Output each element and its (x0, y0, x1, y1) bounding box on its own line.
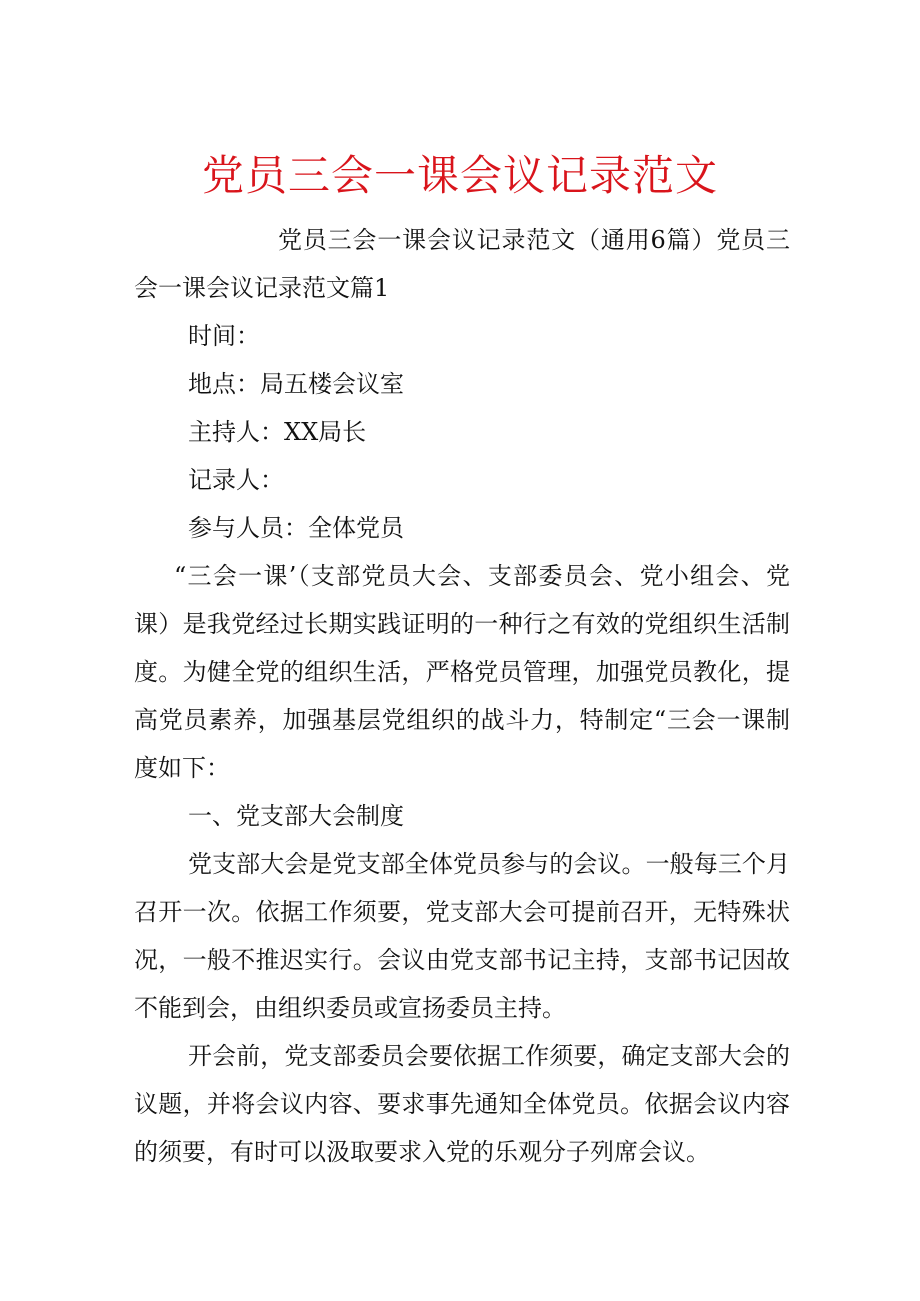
field-time: 时间： (188, 322, 260, 350)
intro-line: 党员三会一课会议记录范文（通用6篇）党员三会一课会议记录范文篇1 (134, 226, 790, 302)
paragraph-branch-meeting: 党支部大会是党支部全体党员参与的会议。一般每三个月召开一次。依据工作须要，党支部大会可提前召开，无特殊状况，一般不推迟实行。会议由党支部书记主持，支部书记因故不能到会，由组织委员或宣扬委员主持。 (134, 850, 790, 1022)
field-recorder: 记录人： (188, 466, 284, 494)
document-title: 党员三会一课会议记录范文 (201, 151, 718, 200)
field-location: 地点：局五楼会议室 (188, 370, 404, 398)
field-host: 主持人：XX局长 (188, 418, 367, 446)
field-attendees: 参与人员：全体党员 (188, 514, 404, 542)
paragraph-before-meeting: 开会前，党支部委员会要依据工作须要，确定支部大会的议题，并将会议内容、要求事先通知全体党员。依据会议内容的须要，有时可以汲取要求入党的乐观分子列席会议。 (134, 1042, 790, 1166)
document-body (134, 216, 790, 1176)
section-heading-branch-meeting: 一、党支部大会制度 (188, 802, 404, 830)
paragraph-three-meetings: “三会一课’（支部党员大会、支部委员会、党小组会、党课）是我党经过长期实践证明的一种行之有效的党组织生活制度。为健全党的组织生活，严格党员管理，加强党员教化，提高党员素养，加强基层党组织的战斗力，特制定“三会一课制度如下： (134, 562, 790, 782)
